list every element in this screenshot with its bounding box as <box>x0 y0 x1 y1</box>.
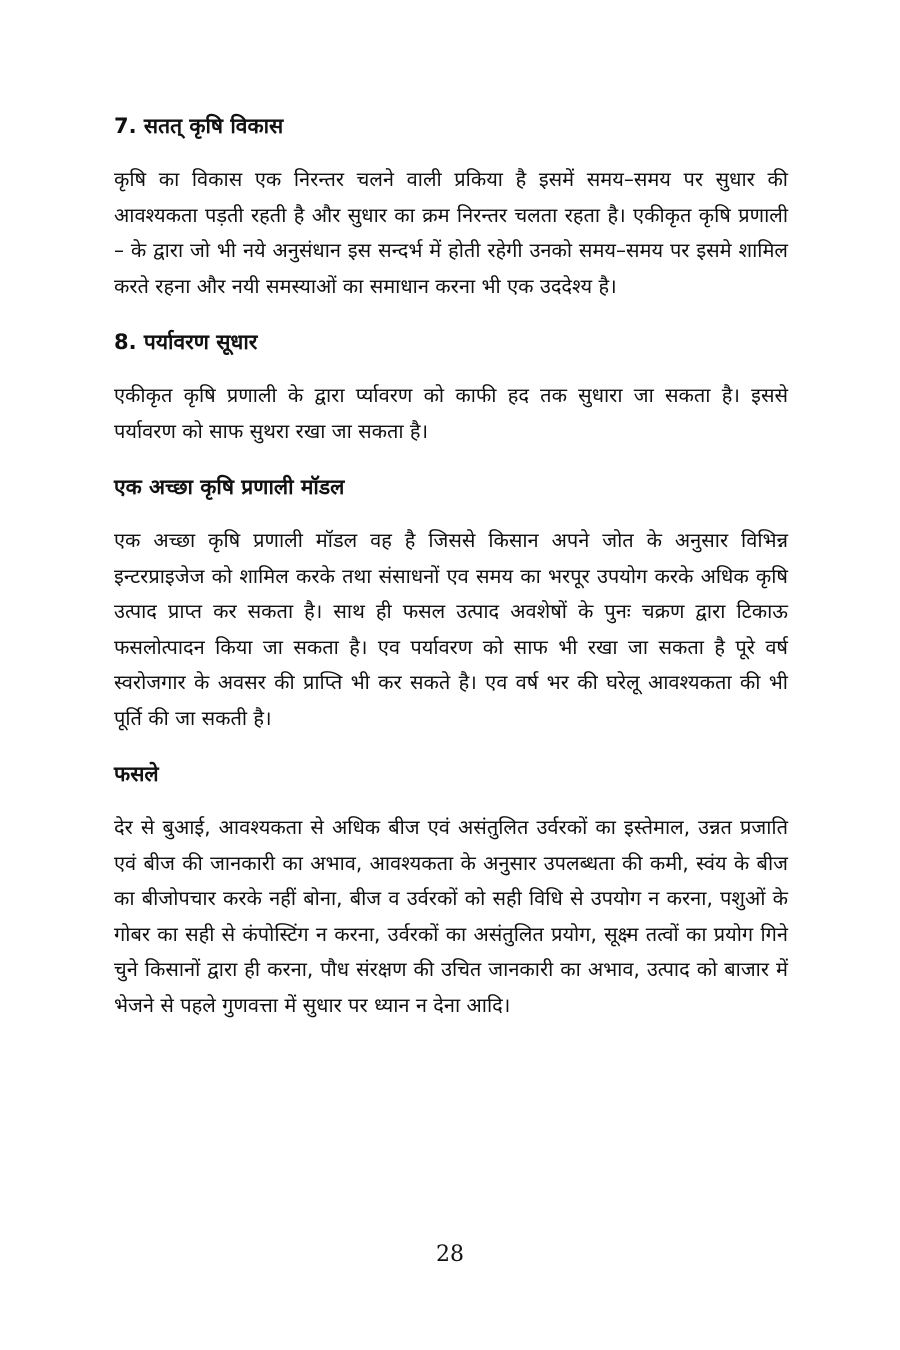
section-heading: फसले <box>114 762 159 786</box>
section-paragraph: कृषि का विकास एक निरन्तर चलने वाली प्रकिया है इसमें समय–समय पर सुधार की आवश्यकता पड़ती रहती है और सुधार का क्रम निरन्तर चलता रहता है। एकीकृत कृषि प्रणाली – के द्वारा जो भी नये अनुसंधान इस सन्दर्भ में होती रहेगी उनको समय–समय पर इसमे शामिल करते रहना और नयी समस्याओं का समाधान करना भी एक उददेश्य है। <box>114 167 788 298</box>
section-environment-improvement <box>114 324 788 449</box>
section-paragraph: एकीकृत कृषि प्रणाली के द्वारा र्प्यावरण को काफी हद तक सुधारा जा सकता है। इससे पर्यावरण को साफ सुथरा रखा जा सकता है। <box>114 383 788 443</box>
section-heading: 8. पर्यावरण सूधार <box>114 330 258 354</box>
section-heading: 7. सतत् कृषि विकास <box>114 114 284 138</box>
section-good-farming-model <box>114 469 788 736</box>
section-sustainable-agriculture <box>114 108 788 304</box>
section-paragraph: एक अच्छा कृषि प्रणाली मॉडल वह है जिससे किसान अपने जोत के अनुसार विभिन्न इन्टरप्राइजेज को शामिल करके तथा संसाधनों एव समय का भरपूर उपयोग करके अधिक कृषि उत्पाद प्राप्त कर सकता है। साथ ही फसल उत्पाद अवशेषों के पुनः चक्रण द्वारा टिकाऊ फसलोत्पादन किया जा सकता है। एव पर्यावरण को साफ भी रखा जा सकता है पूरे वर्ष स्वरोजगार के अवसर की प्राप्ति भी कर सकते है। एव वर्ष भर की घरेलू आवश्यकता की भी पूर्ति की जा सकती है। <box>114 528 788 730</box>
section-heading: एक अच्छा कृषि प्रणाली मॉडल <box>114 475 345 499</box>
section-paragraph: देर से बुआई, आवश्यकता से अधिक बीज एवं असंतुलित उर्वरकों का इस्तेमाल, उन्नत प्रजाति एवं बीज की जानकारी का अभाव, आवश्यकता के अनुसार उपलब्धता की कमी, स्वंय के बीज का बीजोपचार करके नहीं बोना, बीज व उर्वरकों को सही विधि से उपयोग न करना, पशुओं के गोबर का सही से कंपोस्टिंग न करना, उर्वरकों का असंतुलित प्रयोग, सूक्ष्म तत्वों का प्रयोग गिने चुने किसानों द्वारा ही करना, पौध संरक्षण की उचित जानकारी का अभाव, उत्पाद को बाजार में भेजने से पहले गुणवत्ता में सुधार पर ध्यान न देना आदि। <box>114 815 788 1017</box>
document-page <box>114 108 788 1043</box>
page-number: 28 <box>436 1242 464 1267</box>
section-crops <box>114 756 788 1023</box>
